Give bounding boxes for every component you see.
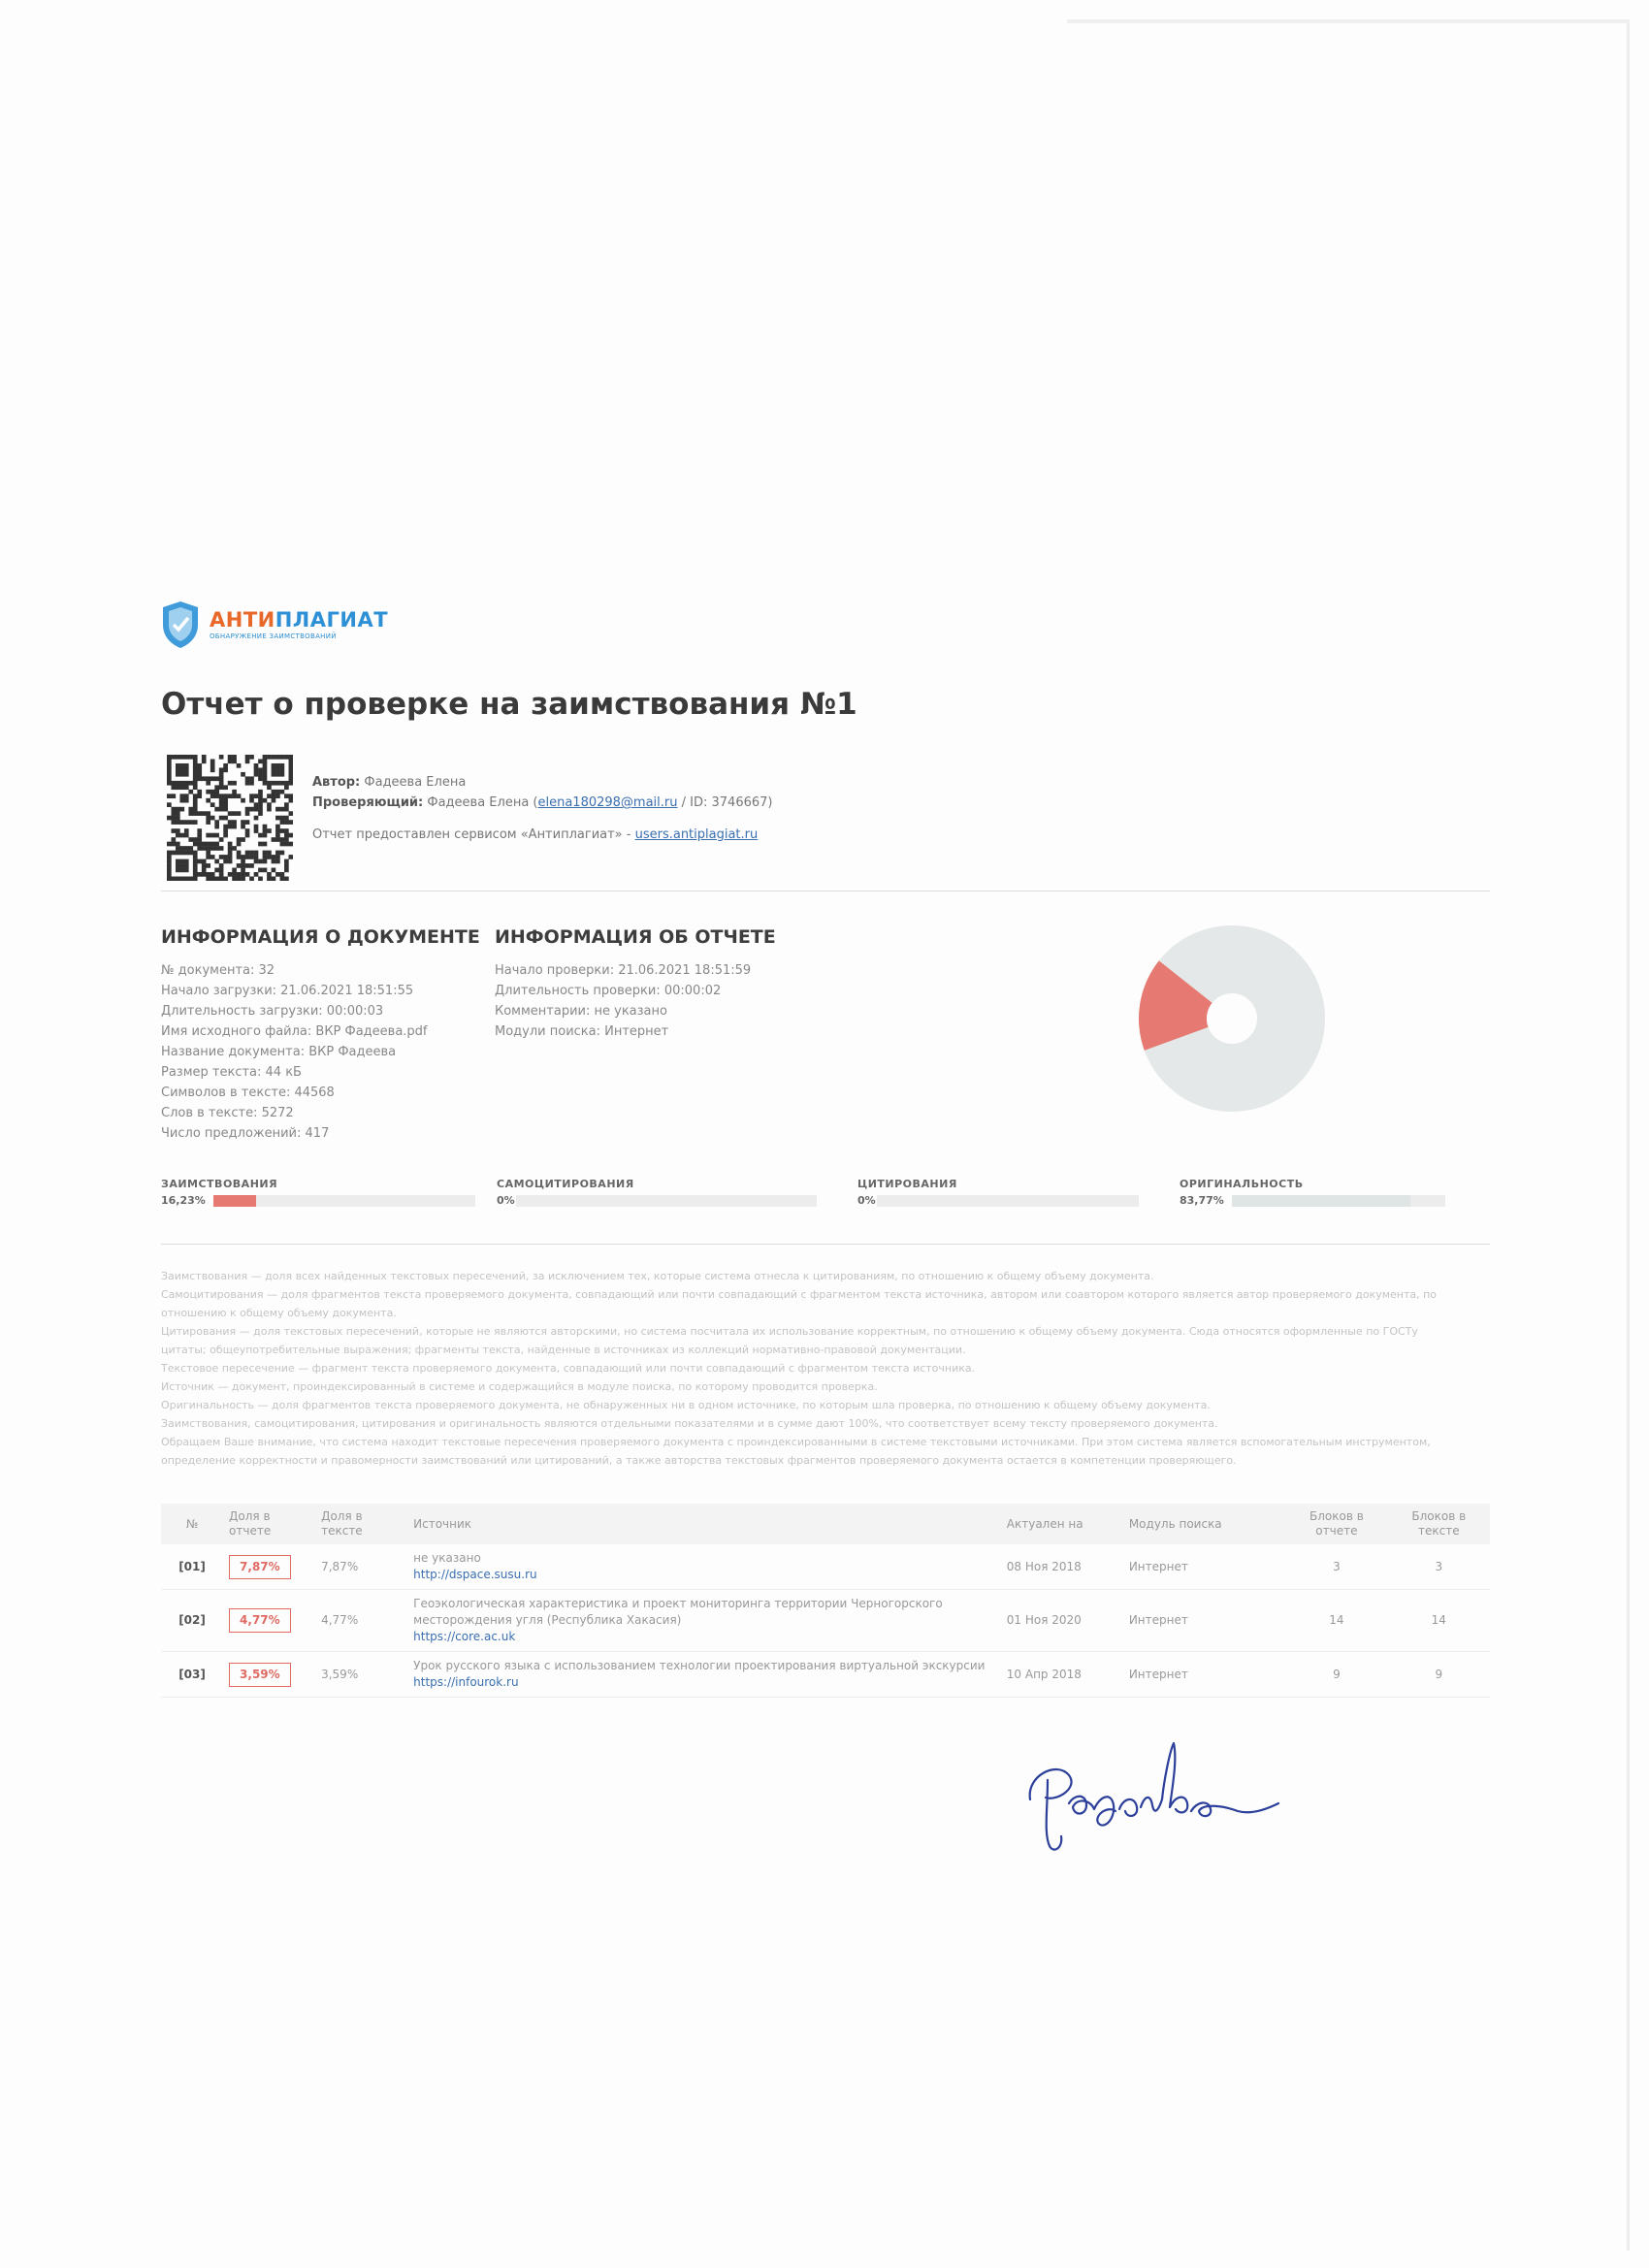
doc-info-list bbox=[161, 960, 428, 1144]
definition-originality: Оригинальность — доля фрагментов текста проверяемого документа, не обнаруженных ни в одном источнике, по которым шла проверка, по отношению к общему объему документа. bbox=[161, 1399, 1211, 1411]
source-url-link[interactable]: https://infourok.ru bbox=[413, 1675, 519, 1689]
header-blocks-text: Блоков в тексте bbox=[1411, 1509, 1467, 1538]
metric-bar bbox=[1232, 1195, 1445, 1207]
metric-bar bbox=[213, 1195, 475, 1207]
header-num: № bbox=[185, 1516, 199, 1531]
doc-info-line: Длительность загрузки: 00:00:03 bbox=[161, 1004, 384, 1019]
metric-bar-fill bbox=[1232, 1195, 1410, 1207]
donut-hole bbox=[1207, 993, 1257, 1044]
actual-date: 01 Ноя 2020 bbox=[1001, 1590, 1123, 1652]
metric-value: 16,23% bbox=[161, 1194, 206, 1207]
antiplagiat-logo bbox=[161, 598, 413, 652]
metric-value: 0% bbox=[857, 1194, 876, 1207]
actual-date: 08 Ноя 2018 bbox=[1001, 1544, 1123, 1590]
metric-label: ЗАИМСТВОВАНИЯ bbox=[161, 1178, 278, 1190]
share-in-report: 4,77% bbox=[229, 1608, 291, 1633]
author-block bbox=[312, 772, 772, 845]
metric-originality bbox=[1180, 1178, 1445, 1207]
author-value: Фадеева Елена bbox=[364, 775, 467, 790]
header-share-text: Доля в тексте bbox=[321, 1509, 363, 1538]
definition-sum-note: Заимствования, самоцитирования, цитирования и оригинальность являются отдельными показателями и в сумме дают 100%, что соответствует всему тексту проверяемого документа. bbox=[161, 1417, 1218, 1430]
row-num: [02] bbox=[161, 1590, 223, 1652]
scan-edge bbox=[1627, 19, 1630, 2251]
table-row bbox=[161, 1590, 1490, 1652]
doc-info-line: Размер текста: 44 кБ bbox=[161, 1065, 302, 1080]
checker-id: / ID: 3746667) bbox=[677, 795, 773, 810]
share-in-text: 4,77% bbox=[315, 1590, 407, 1652]
definition-citation: Цитирования — доля текстовых пересечений, которые не являются авторскими, но система посчитала их использование корректным, по отношению к общему объему документа. Сюда относятся оформленные по ГОСТу цитаты; общеупотребительные выражения; фрагменты текста, найденные в источниках из коллекций нормативно-правовой документации. bbox=[161, 1325, 1418, 1356]
provided-by-line bbox=[312, 825, 772, 845]
logo-name-part2: ПЛАГИАТ bbox=[275, 608, 389, 632]
definition-source: Источник — документ, проиндексированный в системе и содержащийся в модуле поиска, по которому проводится проверка. bbox=[161, 1380, 878, 1393]
metric-borrowing bbox=[161, 1178, 475, 1207]
doc-info-line: Слов в тексте: 5272 bbox=[161, 1106, 294, 1120]
share-in-report: 7,87% bbox=[229, 1555, 291, 1579]
blocks-in-text: 9 bbox=[1388, 1652, 1490, 1698]
share-in-text: 7,87% bbox=[315, 1544, 407, 1590]
doc-info-title: ИНФОРМАЦИЯ О ДОКУМЕНТЕ bbox=[161, 926, 480, 948]
blocks-in-text: 3 bbox=[1388, 1544, 1490, 1590]
blocks-in-text: 14 bbox=[1388, 1590, 1490, 1652]
definition-text-intersection: Текстовое пересечение — фрагмент текста проверяемого документа, совпадающий или почти совпадающий с фрагментом текста источника. bbox=[161, 1362, 976, 1375]
source-cell bbox=[407, 1544, 1001, 1590]
share-in-text: 3,59% bbox=[315, 1652, 407, 1698]
header-module: Модуль поиска bbox=[1128, 1516, 1222, 1531]
definition-attention-note: Обращаем Ваше внимание, что система находит текстовые пересечения проверяемого документа с проиндексированными в системе текстовыми источниками. При этом система является вспомогательным инструментом, определение корректности и правомерности заимствований или цитирований, а также авторства текстовых фрагментов проверяемого документа остается в компетенции проверяющего. bbox=[161, 1436, 1431, 1467]
report-info-line: Начало проверки: 21.06.2021 18:51:59 bbox=[495, 963, 752, 978]
handwritten-signature bbox=[1018, 1722, 1290, 1858]
checker-name: Фадеева Елена ( bbox=[427, 795, 538, 810]
scan-edge bbox=[1067, 19, 1630, 23]
logo-name-part1: АНТИ bbox=[210, 608, 275, 632]
blocks-in-report: 9 bbox=[1285, 1652, 1387, 1698]
table-header-row bbox=[161, 1504, 1490, 1544]
source-title: Геоэкологическая характеристика и проект мониторинга территории Черногорского месторождения угля (Республика Хакасия) bbox=[413, 1597, 943, 1627]
doc-info-line: Число предложений: 417 bbox=[161, 1126, 330, 1141]
checker-label: Проверяющий: bbox=[312, 795, 424, 810]
metric-citation bbox=[857, 1178, 1139, 1207]
shield-logo-icon bbox=[161, 599, 200, 650]
originality-donut-chart bbox=[1135, 922, 1329, 1116]
logo-name bbox=[210, 608, 388, 632]
metric-bar bbox=[877, 1195, 1139, 1207]
source-url-link[interactable]: http://dspace.susu.ru bbox=[413, 1568, 537, 1581]
provided-text: Отчет предоставлен сервисом «Антиплагиат» - bbox=[312, 827, 635, 842]
sources-table bbox=[161, 1504, 1490, 1698]
doc-info-line: № документа: 32 bbox=[161, 963, 275, 978]
doc-info-line: Имя исходного файла: ВКР Фадеева.pdf bbox=[161, 1024, 428, 1039]
metric-label: ОРИГИНАЛЬНОСТЬ bbox=[1180, 1178, 1304, 1190]
blocks-in-report: 3 bbox=[1285, 1544, 1387, 1590]
blocks-in-report: 14 bbox=[1285, 1590, 1387, 1652]
report-info-line: Комментарии: не указано bbox=[495, 1004, 667, 1019]
search-module: Интернет bbox=[1123, 1544, 1285, 1590]
header-share-report: Доля в отчете bbox=[229, 1509, 272, 1538]
share-in-report: 3,59% bbox=[229, 1663, 291, 1687]
metric-self-citation bbox=[497, 1178, 817, 1207]
definition-self-citation: Самоцитирования — доля фрагментов текста проверяемого документа, совпадающий или почти совпадающий с фрагментом текста источника, автором или соавтором которого является автор проверяемого документа, по отношению к общему объему документа. bbox=[161, 1288, 1438, 1319]
report-info-list bbox=[495, 960, 751, 1042]
qr-code-icon bbox=[167, 755, 293, 881]
source-cell bbox=[407, 1590, 1001, 1652]
definition-borrowing: Заимствования — доля всех найденных текстовых пересечений, за исключением тех, которые система отнесла к цитированиям, по отношению к общему объему документа. bbox=[161, 1270, 1154, 1282]
metric-value: 0% bbox=[497, 1194, 515, 1207]
metric-label: САМОЦИТИРОВАНИЯ bbox=[497, 1178, 634, 1190]
metric-value: 83,77% bbox=[1180, 1194, 1224, 1207]
source-cell bbox=[407, 1652, 1001, 1698]
table-row bbox=[161, 1652, 1490, 1698]
row-num: [01] bbox=[161, 1544, 223, 1590]
metric-bar bbox=[516, 1195, 817, 1207]
table-row bbox=[161, 1544, 1490, 1590]
doc-info-line: Символов в тексте: 44568 bbox=[161, 1085, 335, 1100]
header-source: Источник bbox=[413, 1516, 472, 1531]
doc-info-line: Начало загрузки: 21.06.2021 18:51:55 bbox=[161, 984, 414, 998]
row-num: [03] bbox=[161, 1652, 223, 1698]
report-info-title: ИНФОРМАЦИЯ ОБ ОТЧЕТЕ bbox=[495, 926, 776, 948]
search-module: Интернет bbox=[1123, 1590, 1285, 1652]
checker-line bbox=[312, 793, 772, 813]
actual-date: 10 Апр 2018 bbox=[1001, 1652, 1123, 1698]
metric-label: ЦИТИРОВАНИЯ bbox=[857, 1178, 957, 1190]
report-info-line: Длительность проверки: 00:00:02 bbox=[495, 984, 722, 998]
report-info-line: Модули поиска: Интернет bbox=[495, 1024, 669, 1039]
source-title: Урок русского языка с использованием технологии проектирования виртуальной экскурсии bbox=[413, 1659, 986, 1672]
header-actual: Актуален на bbox=[1006, 1516, 1083, 1531]
search-module: Интернет bbox=[1123, 1652, 1285, 1698]
definitions-block bbox=[161, 1267, 1451, 1470]
source-url-link[interactable]: https://core.ac.uk bbox=[413, 1630, 516, 1643]
service-link[interactable]: users.antiplagiat.ru bbox=[634, 827, 759, 842]
report-title: Отчет о проверке на заимствования №1 bbox=[161, 687, 857, 722]
doc-info-line: Название документа: ВКР Фадеева bbox=[161, 1045, 397, 1059]
checker-email-link[interactable]: elena180298@mail.ru bbox=[537, 795, 678, 810]
author-label: Автор: bbox=[312, 775, 361, 790]
metric-bar-fill bbox=[213, 1195, 256, 1207]
logo-tagline: ОБНАРУЖЕНИЕ ЗАИМСТВОВАНИЙ bbox=[210, 632, 337, 640]
header-blocks-report: Блоков в отчете bbox=[1309, 1509, 1364, 1538]
author-line bbox=[312, 772, 772, 793]
divider bbox=[161, 1244, 1490, 1245]
source-title: не указано bbox=[413, 1551, 481, 1565]
